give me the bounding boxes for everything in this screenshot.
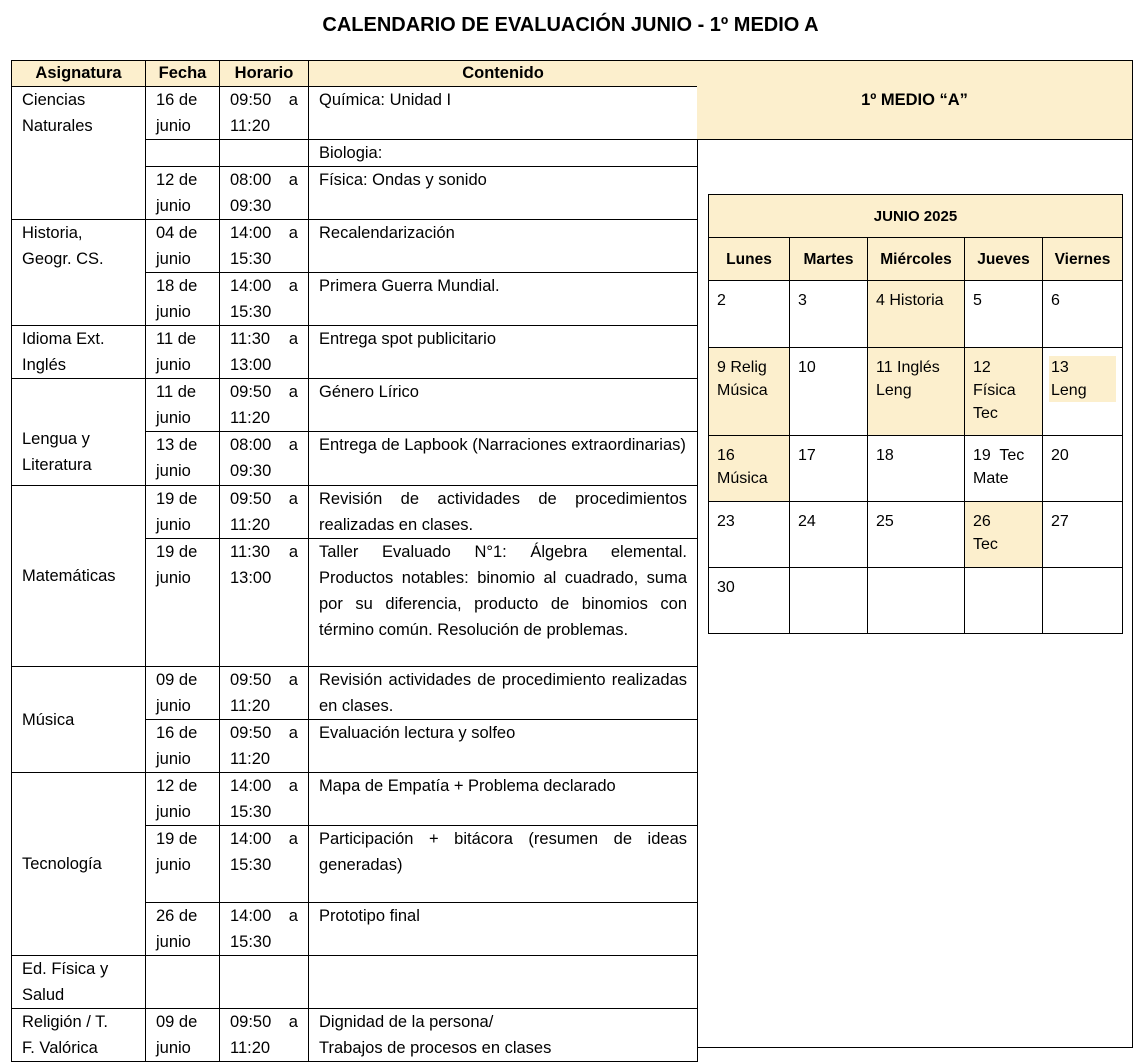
time-cell: 11:30 a 13:00 <box>220 326 309 379</box>
page-title: CALENDARIO DE EVALUACIÓN JUNIO - 1º MEDIO A <box>322 14 819 36</box>
content-cell: Entrega de Lapbook (Narraciones extraordinarias) <box>309 432 698 486</box>
content-cell: Revisión de actividades de procedimientos realizadas en clases. <box>309 486 698 539</box>
header-contenido: Contenido <box>309 61 698 87</box>
table-header-row <box>12 61 698 87</box>
calendar-day: 12 Física Tec <box>965 348 1043 436</box>
table-row <box>12 667 698 720</box>
content-cell: Física: Ondas y sonido <box>309 167 698 220</box>
content-cell: Taller Evaluado N°1: Álgebra elemental. Productos notables: binomio al cuadrado, suma por su diferencia, producto de binomios con término común. Resolución de problemas. <box>309 539 698 667</box>
calendar-day <box>868 568 965 634</box>
subject-cell: Historia, Geogr. CS. <box>12 220 146 326</box>
date-cell: 09 de junio <box>146 667 220 720</box>
time-cell: 14:00 a 15:30 <box>220 773 309 826</box>
content-cell: Dignidad de la persona/ Trabajos de procesos en clases <box>309 1009 698 1062</box>
content-cell: Mapa de Empatía + Problema declarado <box>309 773 698 826</box>
date-cell: 26 de junio <box>146 903 220 956</box>
calendar-day: 10 <box>790 348 868 436</box>
calendar-day: 6 <box>1043 281 1123 348</box>
date-cell: 16 de junio <box>146 87 220 140</box>
content-cell <box>309 956 698 1009</box>
subject-cell: Idioma Ext. Inglés <box>12 326 146 379</box>
calendar-day: 4 Historia <box>868 281 965 348</box>
subject-cell: Música <box>12 667 146 773</box>
date-cell: 12 de junio <box>146 773 220 826</box>
date-cell: 09 de junio <box>146 1009 220 1062</box>
table-row <box>12 379 698 432</box>
time-cell: 08:00 a 09:30 <box>220 432 309 486</box>
date-cell: 11 de junio <box>146 326 220 379</box>
panel-title: 1º MEDIO “A” <box>697 61 1132 140</box>
subject-cell: Ed. Física y Salud <box>12 956 146 1009</box>
time-cell: 14:00 a 15:30 <box>220 826 309 903</box>
calendar-day: 18 <box>868 436 965 502</box>
table-row <box>12 773 698 826</box>
calendar-day: 13 Leng <box>1043 348 1123 436</box>
time-cell: 14:00 a 15:30 <box>220 273 309 326</box>
date-cell: 18 de junio <box>146 273 220 326</box>
calendar-day: 19 Tec Mate <box>965 436 1043 502</box>
time-cell: 09:50 a 11:20 <box>220 379 309 432</box>
calendar-month: JUNIO 2025 <box>709 195 1123 238</box>
time-cell: 09:50 a 11:20 <box>220 720 309 773</box>
content-cell: Química: Unidad I <box>309 87 698 140</box>
date-cell: 19 de junio <box>146 486 220 539</box>
calendar-day: 9 Relig Música <box>709 348 790 436</box>
header-asignatura: Asignatura <box>12 61 146 87</box>
calendar-day: 16 Música <box>709 436 790 502</box>
date-cell: 16 de junio <box>146 720 220 773</box>
table-row <box>12 326 698 379</box>
day-header-wednesday: Miércoles <box>868 238 965 281</box>
content-cell: Prototipo final <box>309 903 698 956</box>
calendar-day: 24 <box>790 502 868 568</box>
subject-cell: Matemáticas <box>12 486 146 667</box>
content-cell: Biologia: <box>309 140 698 167</box>
date-cell: 11 de junio <box>146 379 220 432</box>
content-cell: Primera Guerra Mundial. <box>309 273 698 326</box>
table-row <box>12 87 698 140</box>
calendar-day <box>790 568 868 634</box>
day-header-monday: Lunes <box>709 238 790 281</box>
subject-cell: Lengua y Literatura <box>12 379 146 486</box>
table-row <box>12 220 698 273</box>
day-header-friday: Viernes <box>1043 238 1123 281</box>
subject-cell: Religión / T. F. Valórica <box>12 1009 146 1062</box>
content-cell: Entrega spot publicitario <box>309 326 698 379</box>
calendar-day: 26 Tec <box>965 502 1043 568</box>
calendar-day: 17 <box>790 436 868 502</box>
june-calendar <box>708 194 1123 634</box>
calendar-day: 11 Inglés Leng <box>868 348 965 436</box>
day-header-thursday: Jueves <box>965 238 1043 281</box>
subject-cell: Tecnología <box>12 773 146 956</box>
time-cell: 09:50 a 11:20 <box>220 667 309 720</box>
day-header-tuesday: Martes <box>790 238 868 281</box>
calendar-day <box>965 568 1043 634</box>
content-cell: Revisión actividades de procedimiento realizadas en clases. <box>309 667 698 720</box>
evaluation-table <box>11 60 698 1062</box>
date-cell <box>146 140 220 167</box>
table-row <box>12 1009 698 1062</box>
date-cell: 19 de junio <box>146 826 220 903</box>
calendar-day: 2 <box>709 281 790 348</box>
date-cell: 13 de junio <box>146 432 220 486</box>
content-cell: Participación + bitácora (resumen de ideas generadas) <box>309 826 698 903</box>
date-cell: 04 de junio <box>146 220 220 273</box>
calendar-day: 20 <box>1043 436 1123 502</box>
calendar-day: 5 <box>965 281 1043 348</box>
content-cell: Evaluación lectura y solfeo <box>309 720 698 773</box>
header-horario: Horario <box>220 61 309 87</box>
table-row <box>12 486 698 539</box>
date-cell: 19 de junio <box>146 539 220 667</box>
date-cell <box>146 956 220 1009</box>
time-cell <box>220 140 309 167</box>
table-row <box>12 956 698 1009</box>
time-cell: 14:00 a 15:30 <box>220 903 309 956</box>
time-cell: 08:00 a 09:30 <box>220 167 309 220</box>
time-cell: 14:00 a 15:30 <box>220 220 309 273</box>
calendar-day <box>1043 568 1123 634</box>
calendar-day: 30 <box>709 568 790 634</box>
header-fecha: Fecha <box>146 61 220 87</box>
time-cell <box>220 956 309 1009</box>
calendar-day: 27 <box>1043 502 1123 568</box>
date-cell: 12 de junio <box>146 167 220 220</box>
time-cell: 09:50 a 11:20 <box>220 486 309 539</box>
time-cell: 11:30 a 13:00 <box>220 539 309 667</box>
subject-cell: Ciencias Naturales <box>12 87 146 220</box>
time-cell: 09:50 a 11:20 <box>220 87 309 140</box>
content-cell: Género Lírico <box>309 379 698 432</box>
calendar-day: 23 <box>709 502 790 568</box>
time-cell: 09:50 a 11:20 <box>220 1009 309 1062</box>
calendar-day: 25 <box>868 502 965 568</box>
content-cell: Recalendarización <box>309 220 698 273</box>
calendar-day: 3 <box>790 281 868 348</box>
